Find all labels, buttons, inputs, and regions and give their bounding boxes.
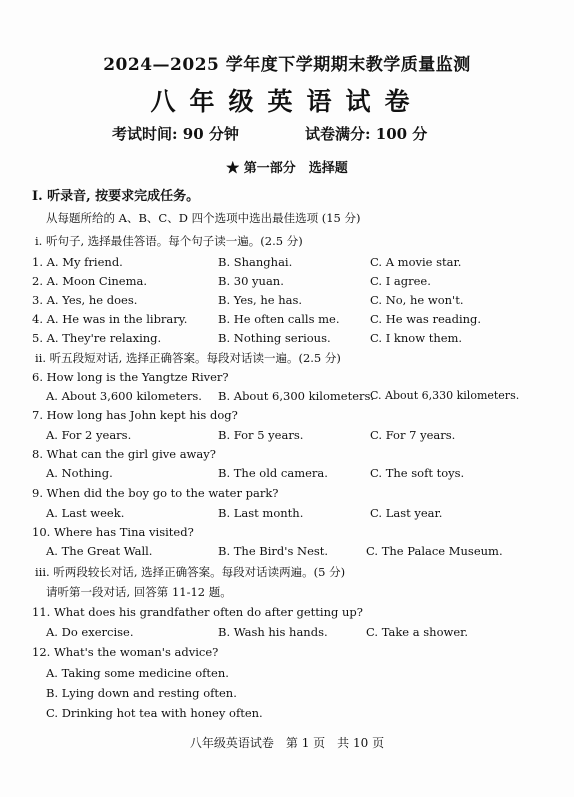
- q2-option-b: B. 30 yuan.: [218, 274, 284, 288]
- q12-option-a: A. Taking some medicine often.: [46, 666, 229, 680]
- subsection-iii-note: 请听第一段对话, 回答第 11-12 题。: [46, 585, 232, 599]
- full-score: 试卷满分: 100 分: [305, 125, 428, 143]
- q10-option-b: B. The Bird's Nest.: [218, 544, 329, 558]
- q6-option-b: B. About 6,300 kilometers.: [218, 389, 375, 403]
- q9-option-a: A. Last week.: [46, 506, 125, 520]
- q1-option-b: B. Shanghai.: [218, 255, 293, 269]
- q3-option-b: B. Yes, he has.: [218, 293, 303, 307]
- q8-option-a: A. Nothing.: [46, 466, 113, 480]
- q5-option-c: C. I know them.: [370, 331, 463, 345]
- exam-time: 考试时间: 90 分钟: [112, 125, 239, 143]
- q8-option-c: C. The soft toys.: [370, 466, 465, 480]
- q6-stem: 6. How long is the Yangtze River?: [32, 370, 229, 384]
- q12-option-c: C. Drinking hot tea with honey often.: [46, 706, 263, 720]
- q7-option-a: A. For 2 years.: [46, 428, 132, 442]
- q10-option-a: A. The Great Wall.: [46, 544, 153, 558]
- subsection-i: ⅰ. 听句子, 选择最佳答语。每个句子读一遍。(2.5 分): [35, 234, 303, 248]
- section-heading: Ⅰ. 听录音, 按要求完成任务。: [32, 189, 200, 204]
- q2-option-c: C. I agree.: [370, 274, 431, 288]
- q3-option-c: C. No, he won't.: [370, 293, 464, 307]
- q9-option-b: B. Last month.: [218, 506, 304, 520]
- q11-stem: 11. What does his grandfather often do after getting up?: [32, 605, 363, 619]
- q9-stem: 9. When did the boy go to the water park?: [32, 486, 279, 500]
- q4-option-b: B. He often calls me.: [218, 312, 340, 326]
- grade-title: 八年级英语试卷: [150, 87, 424, 116]
- q3-option-a: 3. A. Yes, he does.: [32, 293, 138, 307]
- q10-stem: 10. Where has Tina visited?: [32, 525, 194, 539]
- q1-option-c: C. A movie star.: [370, 255, 462, 269]
- section-instruction: 从每题所给的 A、B、C、D 四个选项中选出最佳选项 (15 分): [46, 211, 361, 225]
- subsection-ii: ⅱ. 听五段短对话, 选择正确答案。每段对话读一遍。(2.5 分): [35, 351, 341, 365]
- q10-option-c: C. The Palace Museum.: [366, 544, 503, 558]
- q5-option-a: 5. A. They're relaxing.: [32, 331, 162, 345]
- q12-option-b: B. Lying down and resting often.: [46, 686, 237, 700]
- q6-option-a: A. About 3,600 kilometers.: [46, 389, 202, 403]
- page-footer: 八年级英语试卷 第 1 页 共 10 页: [189, 736, 385, 750]
- q4-option-a: 4. A. He was in the library.: [32, 312, 188, 326]
- q11-option-b: B. Wash his hands.: [218, 625, 328, 639]
- q5-option-b: B. Nothing serious.: [218, 331, 331, 345]
- q6-option-c: C. About 6,330 kilometers.: [370, 389, 520, 402]
- q7-option-b: B. For 5 years.: [218, 428, 304, 442]
- q11-option-c: C. Take a shower.: [366, 625, 469, 639]
- q1-option-a: 1. A. My friend.: [32, 255, 123, 269]
- subsection-iii: ⅲ. 听两段较长对话, 选择正确答案。每段对话读两遍。(5 分): [35, 565, 346, 579]
- q7-stem: 7. How long has John kept his dog?: [32, 408, 238, 422]
- q8-option-b: B. The old camera.: [218, 466, 328, 480]
- q8-stem: 8. What can the girl give away?: [32, 447, 216, 461]
- q12-stem: 12. What's the woman's advice?: [32, 645, 219, 659]
- exam-title: 2024—2025 学年度下学期期末教学质量监测: [103, 55, 471, 75]
- q2-option-a: 2. A. Moon Cinema.: [32, 274, 148, 288]
- q4-option-c: C. He was reading.: [370, 312, 482, 326]
- q9-option-c: C. Last year.: [370, 506, 443, 520]
- q7-option-c: C. For 7 years.: [370, 428, 456, 442]
- q11-option-a: A. Do exercise.: [46, 625, 134, 639]
- part-heading: ★ 第一部分 选择题: [226, 161, 348, 176]
